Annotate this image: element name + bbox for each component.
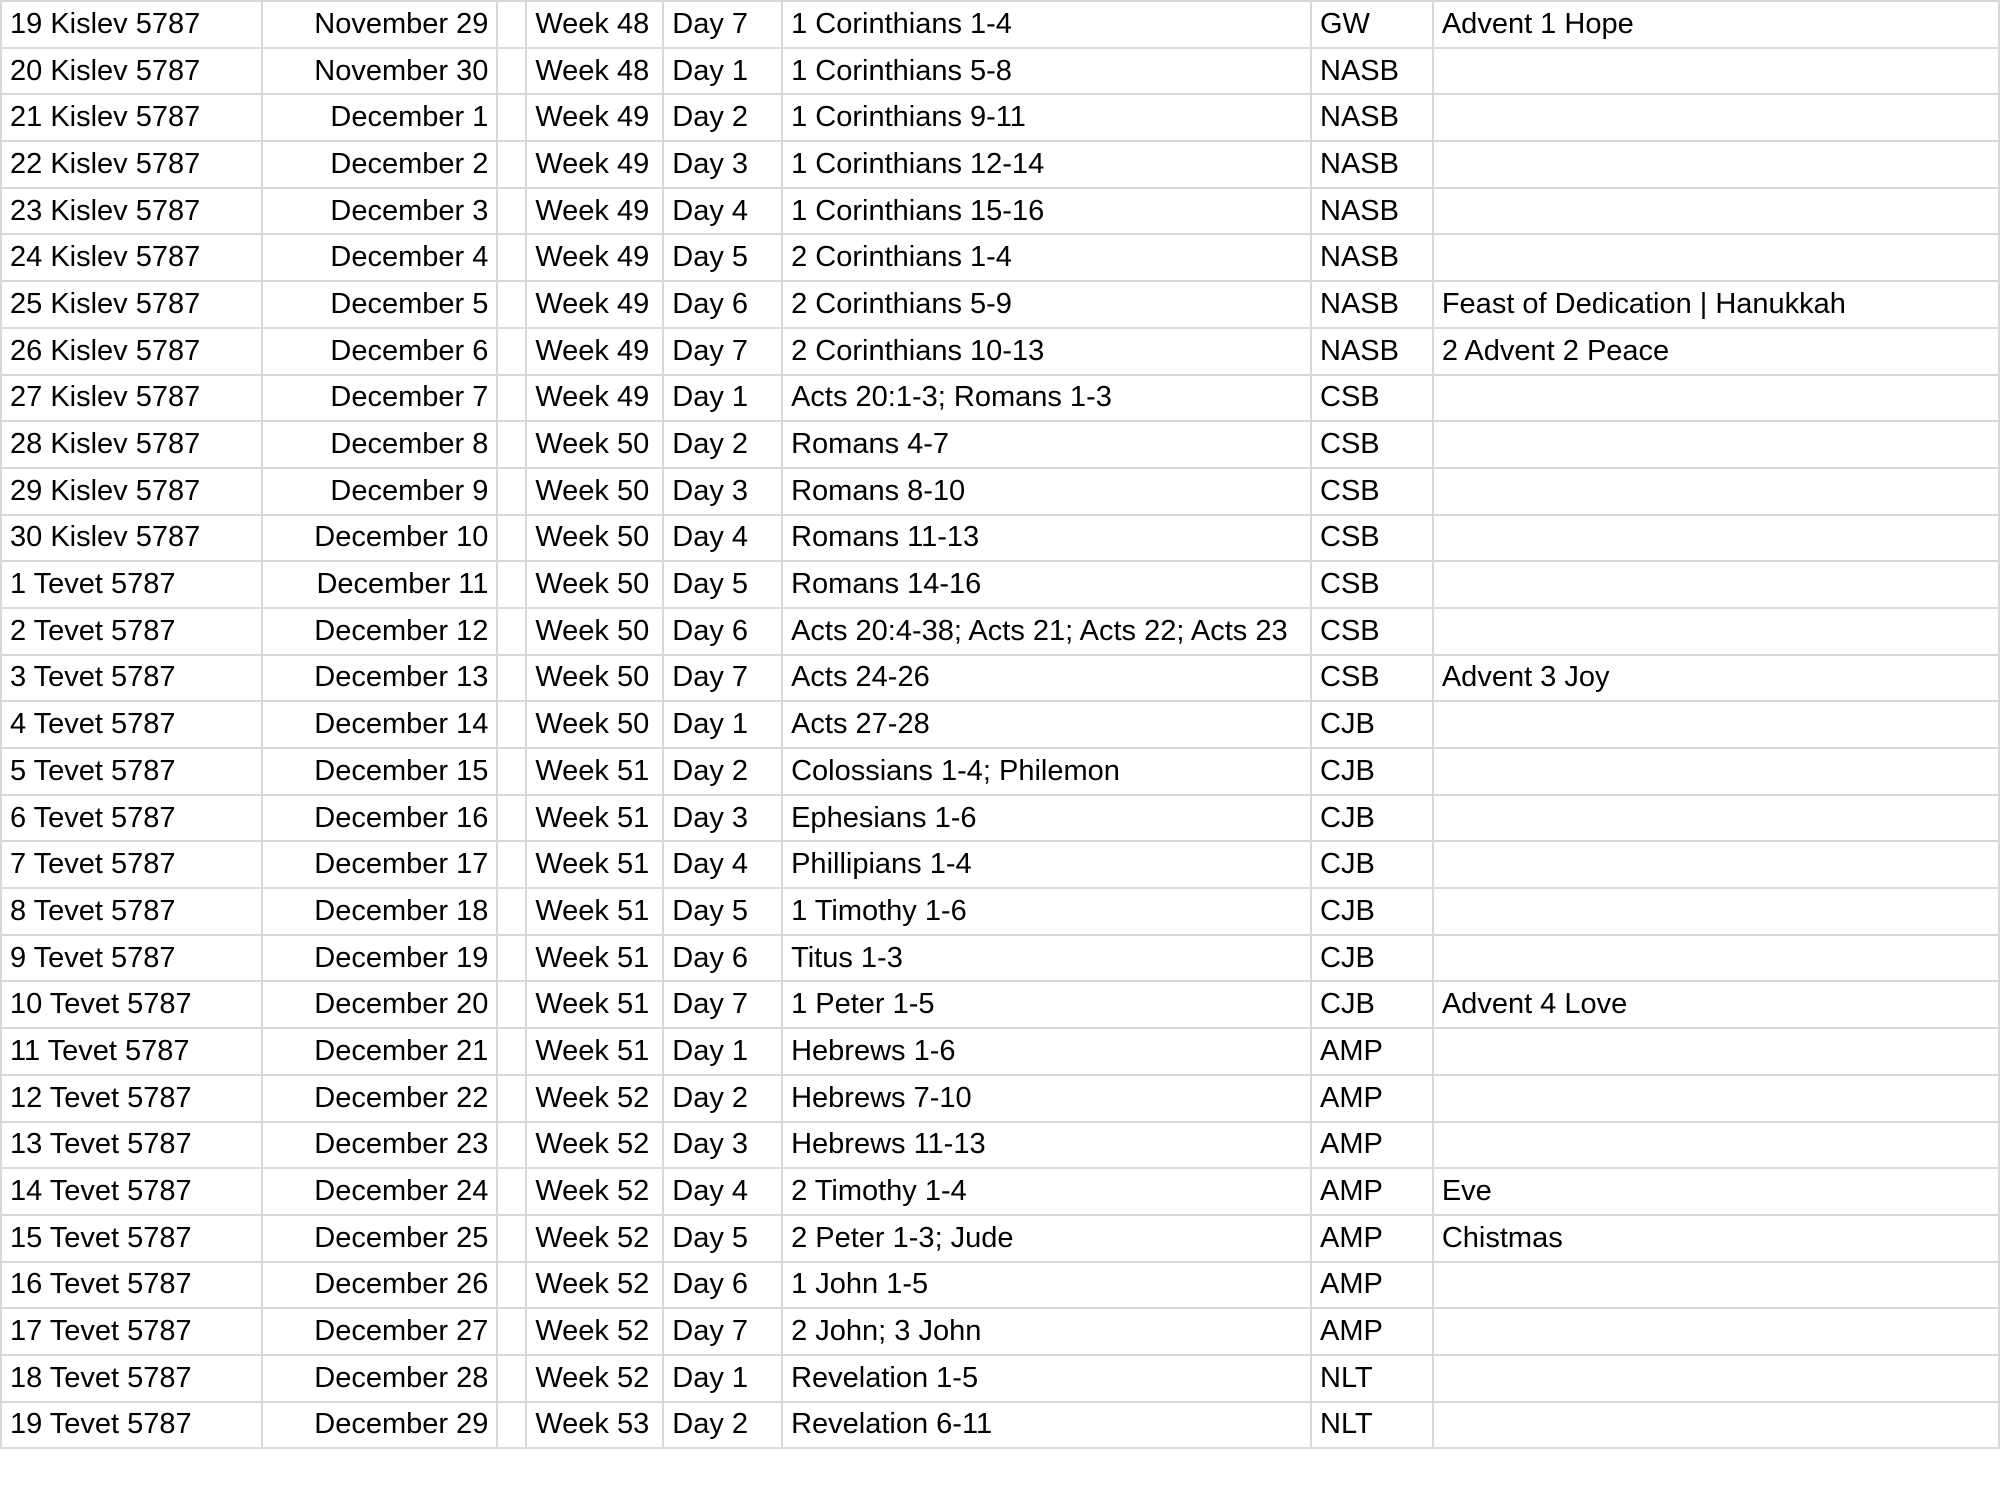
- hebrew-date-cell[interactable]: 14 Tevet 5787: [1, 1168, 262, 1215]
- translation-cell[interactable]: NASB: [1311, 48, 1433, 95]
- gregorian-date-cell[interactable]: December 24: [262, 1168, 498, 1215]
- day-cell[interactable]: Day 7: [663, 1308, 782, 1355]
- week-cell[interactable]: Week 52: [526, 1122, 663, 1169]
- week-cell[interactable]: Week 53: [526, 1402, 663, 1449]
- reading-cell[interactable]: 1 Corinthians 15-16: [782, 188, 1311, 235]
- note-cell[interactable]: Advent 4 Love: [1433, 981, 1999, 1028]
- note-cell[interactable]: [1433, 421, 1999, 468]
- blank-cell[interactable]: [497, 515, 526, 562]
- blank-cell[interactable]: [497, 141, 526, 188]
- hebrew-date-cell[interactable]: 17 Tevet 5787: [1, 1308, 262, 1355]
- translation-cell[interactable]: NASB: [1311, 94, 1433, 141]
- gregorian-date-cell[interactable]: December 13: [262, 655, 498, 702]
- day-cell[interactable]: Day 5: [663, 561, 782, 608]
- translation-cell[interactable]: CSB: [1311, 468, 1433, 515]
- table-row: [1, 1308, 1999, 1355]
- week-cell[interactable]: Week 52: [526, 1308, 663, 1355]
- blank-cell[interactable]: [497, 188, 526, 235]
- week-cell[interactable]: Week 48: [526, 48, 663, 95]
- reading-cell[interactable]: Revelation 6-11: [782, 1402, 1311, 1449]
- reading-cell[interactable]: Hebrews 11-13: [782, 1122, 1311, 1169]
- reading-cell[interactable]: Acts 27-28: [782, 701, 1311, 748]
- gregorian-date-cell[interactable]: December 12: [262, 608, 498, 655]
- day-cell[interactable]: Day 1: [663, 1028, 782, 1075]
- blank-cell[interactable]: [497, 375, 526, 422]
- note-cell[interactable]: [1433, 795, 1999, 842]
- translation-cell[interactable]: CJB: [1311, 748, 1433, 795]
- week-cell[interactable]: Week 51: [526, 795, 663, 842]
- translation-cell[interactable]: CJB: [1311, 981, 1433, 1028]
- table-row: [1, 608, 1999, 655]
- blank-cell[interactable]: [497, 748, 526, 795]
- table-row: [1, 888, 1999, 935]
- blank-cell[interactable]: [497, 1308, 526, 1355]
- translation-cell[interactable]: AMP: [1311, 1308, 1433, 1355]
- table-row: [1, 981, 1999, 1028]
- note-cell[interactable]: [1433, 141, 1999, 188]
- table-row: [1, 1355, 1999, 1402]
- week-cell[interactable]: Week 50: [526, 515, 663, 562]
- gregorian-date-cell[interactable]: December 14: [262, 701, 498, 748]
- blank-cell[interactable]: [497, 701, 526, 748]
- day-cell[interactable]: Day 1: [663, 1355, 782, 1402]
- week-cell[interactable]: Week 49: [526, 94, 663, 141]
- table-row: [1, 1215, 1999, 1262]
- hebrew-date-cell[interactable]: 4 Tevet 5787: [1, 701, 262, 748]
- week-cell[interactable]: Week 51: [526, 841, 663, 888]
- blank-cell[interactable]: [497, 48, 526, 95]
- week-cell[interactable]: Week 51: [526, 748, 663, 795]
- hebrew-date-cell[interactable]: 26 Kislev 5787: [1, 328, 262, 375]
- note-cell[interactable]: [1433, 701, 1999, 748]
- note-cell[interactable]: [1433, 515, 1999, 562]
- hebrew-date-cell[interactable]: 18 Tevet 5787: [1, 1355, 262, 1402]
- day-cell[interactable]: Day 2: [663, 94, 782, 141]
- day-cell[interactable]: Day 7: [663, 1, 782, 48]
- hebrew-date-cell[interactable]: 10 Tevet 5787: [1, 981, 262, 1028]
- week-cell[interactable]: Week 48: [526, 1, 663, 48]
- reading-cell[interactable]: 2 Timothy 1-4: [782, 1168, 1311, 1215]
- week-cell[interactable]: Week 52: [526, 1075, 663, 1122]
- reading-cell[interactable]: Romans 11-13: [782, 515, 1311, 562]
- reading-cell[interactable]: 2 Corinthians 10-13: [782, 328, 1311, 375]
- table-row: [1, 234, 1999, 281]
- hebrew-date-cell[interactable]: 8 Tevet 5787: [1, 888, 262, 935]
- gregorian-date-cell[interactable]: December 2: [262, 141, 498, 188]
- translation-cell[interactable]: NLT: [1311, 1402, 1433, 1449]
- day-cell[interactable]: Day 7: [663, 981, 782, 1028]
- week-cell[interactable]: Week 51: [526, 981, 663, 1028]
- day-cell[interactable]: Day 6: [663, 281, 782, 328]
- translation-cell[interactable]: CSB: [1311, 655, 1433, 702]
- hebrew-date-cell[interactable]: 29 Kislev 5787: [1, 468, 262, 515]
- gregorian-date-cell[interactable]: December 21: [262, 1028, 498, 1075]
- reading-cell[interactable]: 1 Corinthians 12-14: [782, 141, 1311, 188]
- blank-cell[interactable]: [497, 888, 526, 935]
- translation-cell[interactable]: NASB: [1311, 234, 1433, 281]
- week-cell[interactable]: Week 49: [526, 234, 663, 281]
- blank-cell[interactable]: [497, 1355, 526, 1402]
- reading-cell[interactable]: Revelation 1-5: [782, 1355, 1311, 1402]
- day-cell[interactable]: Day 1: [663, 701, 782, 748]
- blank-cell[interactable]: [497, 94, 526, 141]
- gregorian-date-cell[interactable]: December 27: [262, 1308, 498, 1355]
- blank-cell[interactable]: [497, 1075, 526, 1122]
- note-cell[interactable]: [1433, 561, 1999, 608]
- week-cell[interactable]: Week 50: [526, 561, 663, 608]
- gregorian-date-cell[interactable]: December 3: [262, 188, 498, 235]
- reading-cell[interactable]: 1 Peter 1-5: [782, 981, 1311, 1028]
- day-cell[interactable]: Day 4: [663, 1168, 782, 1215]
- table-row: [1, 281, 1999, 328]
- gregorian-date-cell[interactable]: December 17: [262, 841, 498, 888]
- gregorian-date-cell[interactable]: December 4: [262, 234, 498, 281]
- hebrew-date-cell[interactable]: 7 Tevet 5787: [1, 841, 262, 888]
- reading-cell[interactable]: Hebrews 7-10: [782, 1075, 1311, 1122]
- hebrew-date-cell[interactable]: 13 Tevet 5787: [1, 1122, 262, 1169]
- day-cell[interactable]: Day 1: [663, 48, 782, 95]
- table-row: [1, 935, 1999, 982]
- table-row: [1, 1262, 1999, 1309]
- translation-cell[interactable]: NLT: [1311, 1355, 1433, 1402]
- blank-cell[interactable]: [497, 981, 526, 1028]
- day-cell[interactable]: Day 4: [663, 188, 782, 235]
- note-cell[interactable]: Feast of Dedication | Hanukkah: [1433, 281, 1999, 328]
- day-cell[interactable]: Day 7: [663, 655, 782, 702]
- translation-cell[interactable]: CJB: [1311, 795, 1433, 842]
- gregorian-date-cell[interactable]: December 25: [262, 1215, 498, 1262]
- gregorian-date-cell[interactable]: November 29: [262, 1, 498, 48]
- translation-cell[interactable]: GW: [1311, 1, 1433, 48]
- table-row: [1, 561, 1999, 608]
- day-cell[interactable]: Day 3: [663, 1122, 782, 1169]
- reading-cell[interactable]: Titus 1-3: [782, 935, 1311, 982]
- reading-cell[interactable]: 2 Peter 1-3; Jude: [782, 1215, 1311, 1262]
- week-cell[interactable]: Week 50: [526, 655, 663, 702]
- day-cell[interactable]: Day 5: [663, 1215, 782, 1262]
- table-row: [1, 141, 1999, 188]
- reading-cell[interactable]: Phillipians 1-4: [782, 841, 1311, 888]
- note-cell[interactable]: [1433, 1402, 1999, 1449]
- table-row: [1, 748, 1999, 795]
- translation-cell[interactable]: NASB: [1311, 188, 1433, 235]
- translation-cell[interactable]: NASB: [1311, 328, 1433, 375]
- table-row: [1, 328, 1999, 375]
- reading-cell[interactable]: Romans 14-16: [782, 561, 1311, 608]
- blank-cell[interactable]: [497, 468, 526, 515]
- note-cell[interactable]: [1433, 1122, 1999, 1169]
- blank-cell[interactable]: [497, 1168, 526, 1215]
- reading-cell[interactable]: Acts 20:4-38; Acts 21; Acts 22; Acts 23: [782, 608, 1311, 655]
- blank-cell[interactable]: [497, 1262, 526, 1309]
- note-cell[interactable]: [1433, 375, 1999, 422]
- week-cell[interactable]: Week 52: [526, 1262, 663, 1309]
- hebrew-date-cell[interactable]: 19 Tevet 5787: [1, 1402, 262, 1449]
- translation-cell[interactable]: AMP: [1311, 1075, 1433, 1122]
- table-row: [1, 468, 1999, 515]
- translation-cell[interactable]: CSB: [1311, 515, 1433, 562]
- blank-cell[interactable]: [497, 421, 526, 468]
- blank-cell[interactable]: [497, 795, 526, 842]
- translation-cell[interactable]: CJB: [1311, 935, 1433, 982]
- week-cell[interactable]: Week 49: [526, 328, 663, 375]
- note-cell[interactable]: [1433, 1308, 1999, 1355]
- blank-cell[interactable]: [497, 1122, 526, 1169]
- translation-cell[interactable]: NASB: [1311, 281, 1433, 328]
- week-cell[interactable]: Week 51: [526, 1028, 663, 1075]
- gregorian-date-cell[interactable]: December 1: [262, 94, 498, 141]
- table-row: [1, 94, 1999, 141]
- day-cell[interactable]: Day 2: [663, 1402, 782, 1449]
- note-cell[interactable]: [1433, 234, 1999, 281]
- table-row: [1, 188, 1999, 235]
- translation-cell[interactable]: CSB: [1311, 608, 1433, 655]
- translation-cell[interactable]: CJB: [1311, 888, 1433, 935]
- week-cell[interactable]: Week 52: [526, 1215, 663, 1262]
- reading-cell[interactable]: Hebrews 1-6: [782, 1028, 1311, 1075]
- week-cell[interactable]: Week 49: [526, 375, 663, 422]
- reading-cell[interactable]: Acts 24-26: [782, 655, 1311, 702]
- reading-cell[interactable]: 1 John 1-5: [782, 1262, 1311, 1309]
- gregorian-date-cell[interactable]: November 30: [262, 48, 498, 95]
- table-row: [1, 48, 1999, 95]
- reading-cell[interactable]: 2 Corinthians 1-4: [782, 234, 1311, 281]
- week-cell[interactable]: Week 50: [526, 468, 663, 515]
- gregorian-date-cell[interactable]: December 23: [262, 1122, 498, 1169]
- note-cell[interactable]: 2 Advent 2 Peace: [1433, 328, 1999, 375]
- reading-cell[interactable]: Acts 20:1-3; Romans 1-3: [782, 375, 1311, 422]
- hebrew-date-cell[interactable]: 30 Kislev 5787: [1, 515, 262, 562]
- gregorian-date-cell[interactable]: December 26: [262, 1262, 498, 1309]
- hebrew-date-cell[interactable]: 12 Tevet 5787: [1, 1075, 262, 1122]
- table-row: [1, 655, 1999, 702]
- week-cell[interactable]: Week 50: [526, 421, 663, 468]
- hebrew-date-cell[interactable]: 25 Kislev 5787: [1, 281, 262, 328]
- note-cell[interactable]: [1433, 48, 1999, 95]
- blank-cell[interactable]: [497, 841, 526, 888]
- week-cell[interactable]: Week 52: [526, 1168, 663, 1215]
- hebrew-date-cell[interactable]: 27 Kislev 5787: [1, 375, 262, 422]
- hebrew-date-cell[interactable]: 2 Tevet 5787: [1, 608, 262, 655]
- day-cell[interactable]: Day 4: [663, 515, 782, 562]
- translation-cell[interactable]: CSB: [1311, 561, 1433, 608]
- table-row: [1, 1168, 1999, 1215]
- note-cell[interactable]: [1433, 1075, 1999, 1122]
- translation-cell[interactable]: CSB: [1311, 421, 1433, 468]
- translation-cell[interactable]: CSB: [1311, 375, 1433, 422]
- translation-cell[interactable]: AMP: [1311, 1215, 1433, 1262]
- week-cell[interactable]: Week 51: [526, 888, 663, 935]
- note-cell[interactable]: Advent 1 Hope: [1433, 1, 1999, 48]
- blank-cell[interactable]: [497, 281, 526, 328]
- translation-cell[interactable]: AMP: [1311, 1028, 1433, 1075]
- blank-cell[interactable]: [497, 1028, 526, 1075]
- note-cell[interactable]: [1433, 841, 1999, 888]
- translation-cell[interactable]: CJB: [1311, 701, 1433, 748]
- blank-cell[interactable]: [497, 655, 526, 702]
- note-cell[interactable]: Chistmas: [1433, 1215, 1999, 1262]
- note-cell[interactable]: Eve: [1433, 1168, 1999, 1215]
- week-cell[interactable]: Week 49: [526, 188, 663, 235]
- note-cell[interactable]: [1433, 1028, 1999, 1075]
- table-row: [1, 1402, 1999, 1449]
- gregorian-date-cell[interactable]: December 5: [262, 281, 498, 328]
- note-cell[interactable]: [1433, 1262, 1999, 1309]
- week-cell[interactable]: Week 50: [526, 608, 663, 655]
- hebrew-date-cell[interactable]: 11 Tevet 5787: [1, 1028, 262, 1075]
- table-row: [1, 515, 1999, 562]
- gregorian-date-cell[interactable]: December 19: [262, 935, 498, 982]
- blank-cell[interactable]: [497, 328, 526, 375]
- blank-cell[interactable]: [497, 608, 526, 655]
- day-cell[interactable]: Day 5: [663, 888, 782, 935]
- note-cell[interactable]: [1433, 608, 1999, 655]
- table-row: [1, 1, 1999, 48]
- gregorian-date-cell[interactable]: December 20: [262, 981, 498, 1028]
- day-cell[interactable]: Day 4: [663, 841, 782, 888]
- hebrew-date-cell[interactable]: 22 Kislev 5787: [1, 141, 262, 188]
- note-cell[interactable]: [1433, 468, 1999, 515]
- hebrew-date-cell[interactable]: 6 Tevet 5787: [1, 795, 262, 842]
- blank-cell[interactable]: [497, 1215, 526, 1262]
- table-row: [1, 375, 1999, 422]
- table-row: [1, 1028, 1999, 1075]
- gregorian-date-cell[interactable]: December 9: [262, 468, 498, 515]
- day-cell[interactable]: Day 7: [663, 328, 782, 375]
- translation-cell[interactable]: AMP: [1311, 1122, 1433, 1169]
- hebrew-date-cell[interactable]: 28 Kislev 5787: [1, 421, 262, 468]
- note-cell[interactable]: [1433, 935, 1999, 982]
- gregorian-date-cell[interactable]: December 8: [262, 421, 498, 468]
- gregorian-date-cell[interactable]: December 16: [262, 795, 498, 842]
- reading-cell[interactable]: Romans 4-7: [782, 421, 1311, 468]
- gregorian-date-cell[interactable]: December 18: [262, 888, 498, 935]
- hebrew-date-cell[interactable]: 1 Tevet 5787: [1, 561, 262, 608]
- day-cell[interactable]: Day 6: [663, 1262, 782, 1309]
- table-row: [1, 1075, 1999, 1122]
- day-cell[interactable]: Day 3: [663, 141, 782, 188]
- hebrew-date-cell[interactable]: 20 Kislev 5787: [1, 48, 262, 95]
- note-cell[interactable]: [1433, 188, 1999, 235]
- day-cell[interactable]: Day 3: [663, 468, 782, 515]
- blank-cell[interactable]: [497, 1402, 526, 1449]
- reading-cell[interactable]: 1 Corinthians 9-11: [782, 94, 1311, 141]
- table-row: [1, 841, 1999, 888]
- blank-cell[interactable]: [497, 561, 526, 608]
- note-cell[interactable]: [1433, 94, 1999, 141]
- translation-cell[interactable]: CJB: [1311, 841, 1433, 888]
- sheet-body: [1, 1, 1999, 1448]
- week-cell[interactable]: Week 49: [526, 141, 663, 188]
- hebrew-date-cell[interactable]: 5 Tevet 5787: [1, 748, 262, 795]
- day-cell[interactable]: Day 6: [663, 608, 782, 655]
- reading-cell[interactable]: Ephesians 1-6: [782, 795, 1311, 842]
- table-row: [1, 701, 1999, 748]
- hebrew-date-cell[interactable]: 24 Kislev 5787: [1, 234, 262, 281]
- day-cell[interactable]: Day 5: [663, 234, 782, 281]
- hebrew-date-cell[interactable]: 15 Tevet 5787: [1, 1215, 262, 1262]
- table-row: [1, 1122, 1999, 1169]
- hebrew-date-cell[interactable]: 23 Kislev 5787: [1, 188, 262, 235]
- gregorian-date-cell[interactable]: December 29: [262, 1402, 498, 1449]
- translation-cell[interactable]: NASB: [1311, 141, 1433, 188]
- week-cell[interactable]: Week 51: [526, 935, 663, 982]
- table-row: [1, 795, 1999, 842]
- blank-cell[interactable]: [497, 234, 526, 281]
- note-cell[interactable]: [1433, 748, 1999, 795]
- reading-cell[interactable]: 1 Corinthians 1-4: [782, 1, 1311, 48]
- day-cell[interactable]: Day 2: [663, 748, 782, 795]
- gregorian-date-cell[interactable]: December 22: [262, 1075, 498, 1122]
- gregorian-date-cell[interactable]: December 10: [262, 515, 498, 562]
- reading-cell[interactable]: 2 John; 3 John: [782, 1308, 1311, 1355]
- week-cell[interactable]: Week 49: [526, 281, 663, 328]
- gregorian-date-cell[interactable]: December 6: [262, 328, 498, 375]
- gregorian-date-cell[interactable]: December 28: [262, 1355, 498, 1402]
- reading-cell[interactable]: Colossians 1-4; Philemon: [782, 748, 1311, 795]
- day-cell[interactable]: Day 6: [663, 935, 782, 982]
- reading-cell[interactable]: 1 Timothy 1-6: [782, 888, 1311, 935]
- reading-cell[interactable]: 2 Corinthians 5-9: [782, 281, 1311, 328]
- gregorian-date-cell[interactable]: December 15: [262, 748, 498, 795]
- blank-cell[interactable]: [497, 935, 526, 982]
- note-cell[interactable]: [1433, 1355, 1999, 1402]
- hebrew-date-cell[interactable]: 16 Tevet 5787: [1, 1262, 262, 1309]
- hebrew-date-cell[interactable]: 3 Tevet 5787: [1, 655, 262, 702]
- hebrew-date-cell[interactable]: 19 Kislev 5787: [1, 1, 262, 48]
- translation-cell[interactable]: AMP: [1311, 1168, 1433, 1215]
- note-cell[interactable]: [1433, 888, 1999, 935]
- reading-cell[interactable]: 1 Corinthians 5-8: [782, 48, 1311, 95]
- day-cell[interactable]: Day 3: [663, 795, 782, 842]
- day-cell[interactable]: Day 2: [663, 421, 782, 468]
- hebrew-date-cell[interactable]: 21 Kislev 5787: [1, 94, 262, 141]
- day-cell[interactable]: Day 1: [663, 375, 782, 422]
- note-cell[interactable]: Advent 3 Joy: [1433, 655, 1999, 702]
- blank-cell[interactable]: [497, 1, 526, 48]
- day-cell[interactable]: Day 2: [663, 1075, 782, 1122]
- gregorian-date-cell[interactable]: December 11: [262, 561, 498, 608]
- gregorian-date-cell[interactable]: December 7: [262, 375, 498, 422]
- hebrew-date-cell[interactable]: 9 Tevet 5787: [1, 935, 262, 982]
- reading-cell[interactable]: Romans 8-10: [782, 468, 1311, 515]
- table-row: [1, 421, 1999, 468]
- week-cell[interactable]: Week 52: [526, 1355, 663, 1402]
- week-cell[interactable]: Week 50: [526, 701, 663, 748]
- translation-cell[interactable]: AMP: [1311, 1262, 1433, 1309]
